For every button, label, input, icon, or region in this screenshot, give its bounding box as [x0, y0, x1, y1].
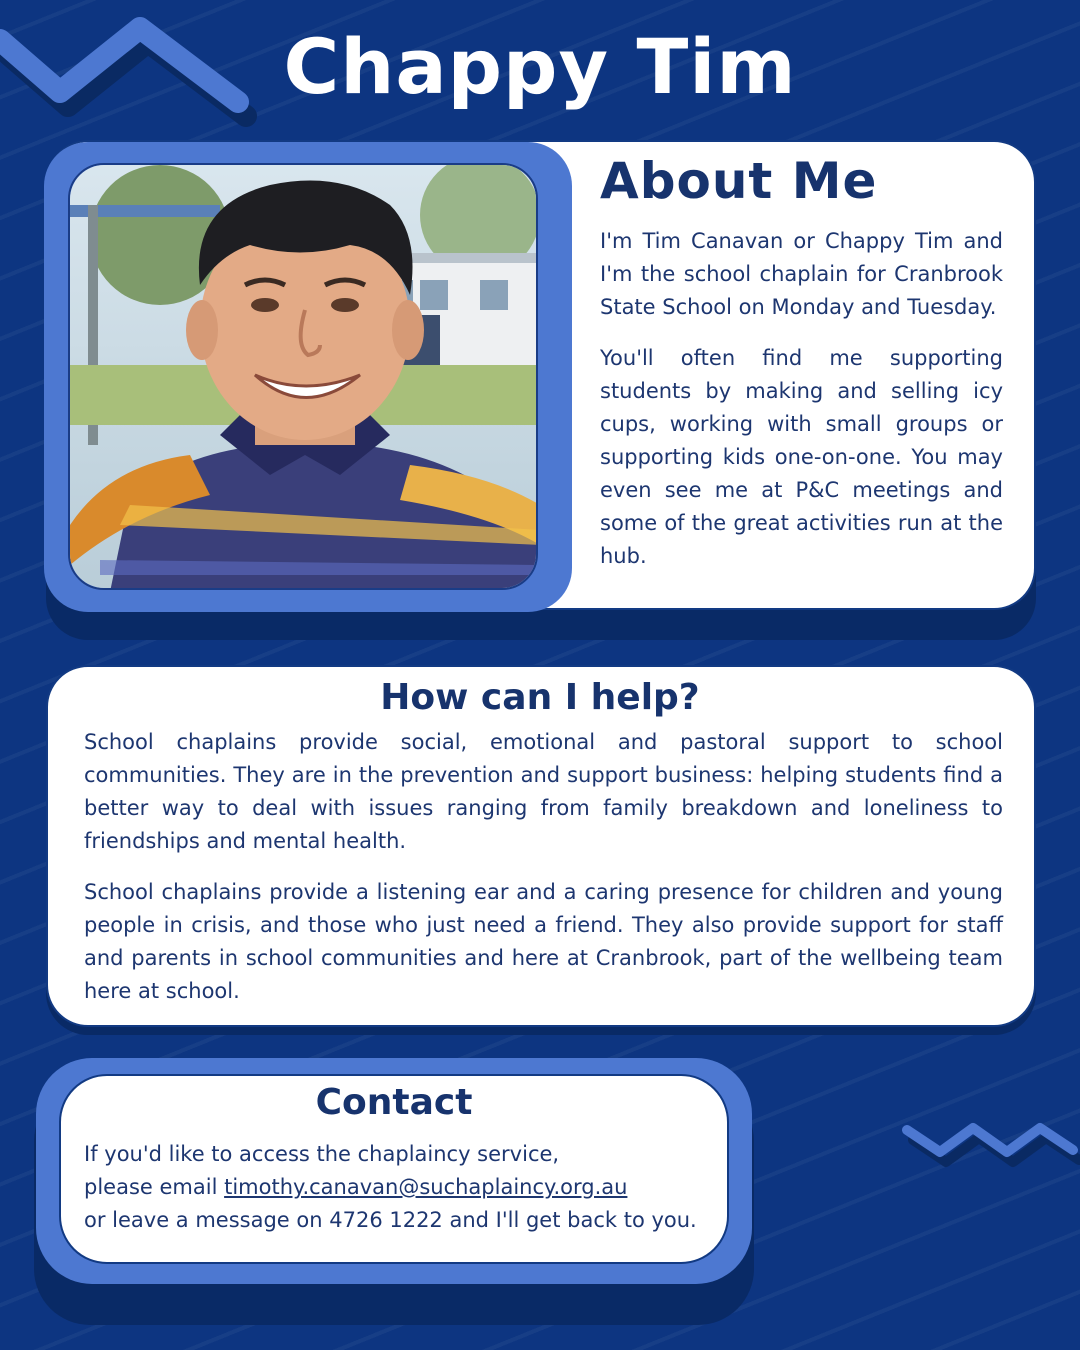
contact-line-2: [84, 1171, 724, 1204]
contact-heading: Contact: [315, 1082, 473, 1123]
help-paragraph-1: School chaplains provide social, emotional and pastoral support to school communities. They are in the prevention and support business: helping students find a better way to deal with issues ranging from family breakdown and loneliness to friendships and mental health.: [84, 730, 1003, 853]
about-paragraph-2: You'll often find me supporting students by making and selling icy cups, working with small groups or supporting kids one-on-one. You may even see me at P&C meetings and some of the great activities run at the hub.: [600, 346, 1003, 568]
contact-email-prefix: please email: [84, 1175, 225, 1199]
contact-email-link[interactable]: timothy.canavan@suchaplaincy.org.au: [224, 1175, 628, 1199]
help-heading: How can I help?: [380, 677, 700, 718]
help-text: [84, 726, 1003, 1008]
contact-line-3: or leave a message on 4726 1222 and I'll get back to you.: [84, 1208, 697, 1232]
page-title: Chappy Tim: [283, 22, 797, 111]
about-text: [600, 225, 1003, 573]
help-paragraph-2: School chaplains provide a listening ear and a caring presence for children and young people in crisis, and those who just need a friend. They also provide support for staff and parents in school communities and here at Cranbrook, part of the wellbeing team here at school.: [84, 880, 1003, 1003]
about-paragraph-1: I'm Tim Canavan or Chappy Tim and I'm the school chaplain for Cranbrook State School on Monday and Tuesday.: [600, 229, 1003, 319]
about-heading: About Me: [600, 152, 878, 210]
zigzag-decoration-bottom-right: [895, 1110, 1080, 1180]
contact-text: [84, 1138, 724, 1237]
portrait-illustration: [70, 165, 538, 590]
profile-photo: [68, 163, 538, 590]
contact-line-1: If you'd like to access the chaplaincy service,: [84, 1142, 560, 1166]
